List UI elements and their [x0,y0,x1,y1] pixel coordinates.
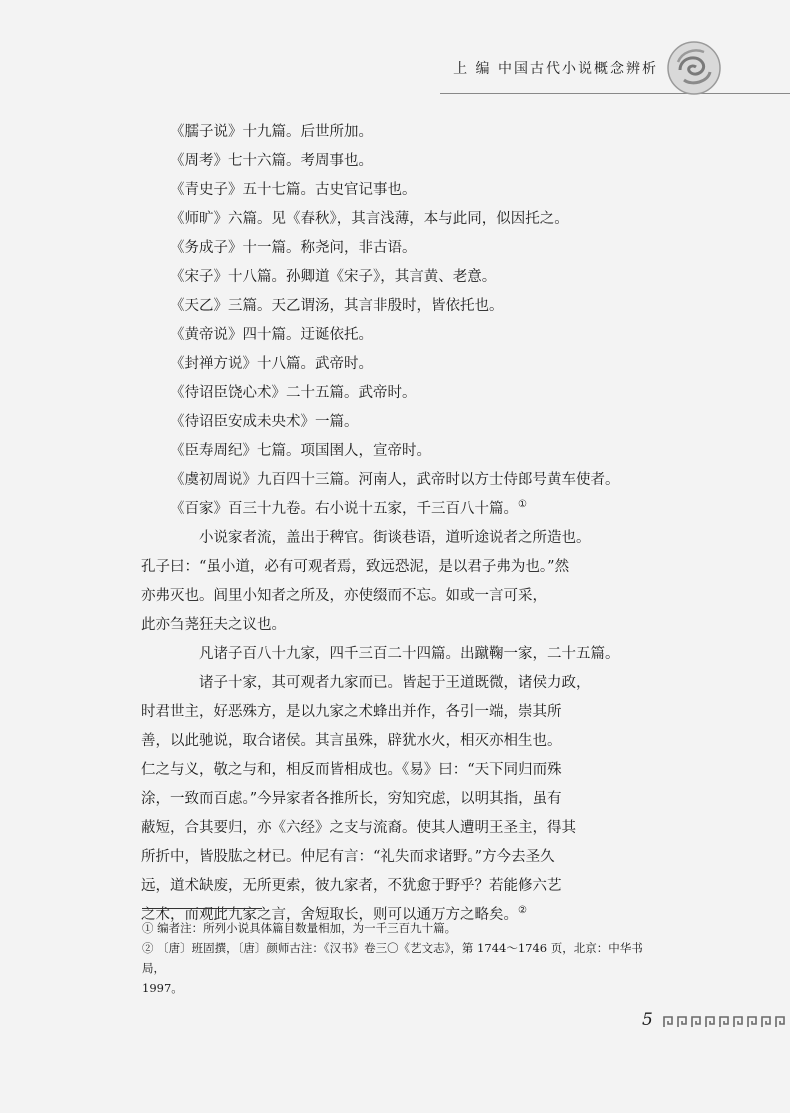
text-line [170,524,660,553]
text-line-content: 仁之与义，敬之与和，相反而皆相成也。《易》曰：“天下同归而殊 [141,762,562,778]
footnote-rule [142,908,262,909]
text-line-content: 蔽短，合其要归，亦《六经》之支与流裔。使其人遭明王圣主，得其 [141,820,576,836]
text-line-content: 《宋子》十八篇。孙卿道《宋子》，其言黄、老意。 [170,269,497,285]
text-line [170,263,660,292]
text-line [170,437,660,466]
text-line [170,350,660,379]
text-line-content: 所折中，皆股肱之材已。仲尼有言：“礼失而求诸野。”方今去圣久 [141,849,555,865]
text-line-content: 此亦刍荛狂夫之议也。 [141,617,286,633]
text-line [141,611,660,640]
text-line-content: 时君世主，好恶殊方，是以九家之术蜂出并作，各引一端，崇其所 [141,704,562,720]
text-line-content: 亦弗灭也。闾里小知者之所及，亦使缀而不忘。如或一言可采， [141,588,547,604]
text-line [170,495,660,524]
text-line-content: 涂，一致而百虑。”今异家者各推所长，穷知究虑，以明其指，虽有 [141,791,562,807]
footnote-marker: ① [518,499,527,511]
text-line [141,872,660,901]
text-line [170,176,660,205]
text-line-content: 《师旷》六篇。见《春秋》，其言浅薄，本与此同，似因托之。 [170,211,569,227]
text-line [170,640,660,669]
text-line [170,669,660,698]
text-line [170,205,660,234]
text-line-content: 凡诸子百八十九家，四千三百二十四篇。出蹴鞠一家，二十五篇。 [199,646,620,662]
running-header-title: 上 编 中国古代小说概念辨析 [453,61,658,77]
text-line-content: 小说家者流，盖出于稗官。街谈巷语，道听途说者之所造也。 [199,530,591,546]
text-line [170,379,660,408]
text-line-content: 远，道术缺废，无所更索，彼九家者，不犹愈于野乎？若能修六艺 [141,878,562,894]
page-number: 5 [642,1010,653,1030]
text-line [170,408,660,437]
cloud-scroll-emblem-icon [666,40,722,96]
text-line [141,582,660,611]
text-line-content: 《臣寿周纪》七篇。项国圉人，宣帝时。 [170,443,431,459]
text-line-content: 《百家》百三十九卷。右小说十五家，千三百八十篇。 [170,501,518,517]
text-line-content: 诸子十家，其可观者九家而已。皆起于王道既微，诸侯力政， [199,675,591,691]
header-rule [440,93,790,94]
text-line-content: 《周考》七十六篇。考周事也。 [170,153,373,169]
footnote-marker: ② [518,905,527,917]
main-text [141,118,660,930]
text-line-content: 《待诏臣饶心术》二十五篇。武帝时。 [170,385,417,401]
text-line-content: 《封禅方说》十八篇。武帝时。 [170,356,373,372]
running-header [0,0,790,100]
text-line [170,234,660,263]
text-line [141,814,660,843]
text-line-content: 《青史子》五十七篇。古史官记事也。 [170,182,417,198]
text-line-content: 《务成子》十一篇。称尧问，非古语。 [170,240,417,256]
text-line-content: 之术，而观此九家之言，舍短取长，则可以通万方之略矣。 [141,907,518,923]
text-line [141,843,660,872]
text-line-content: 《天乙》三篇。天乙谓汤，其言非殷时，皆依托也。 [170,298,504,314]
text-line [141,553,660,582]
text-line [170,118,660,147]
text-line [170,292,660,321]
text-line [170,466,660,495]
text-line [170,321,660,350]
text-line-content: 孔子曰：“虽小道，必有可观者焉，致远恐泥，是以君子弗为也。”然 [141,559,570,575]
footnotes [142,918,662,998]
footnote-1: ① 编者注：所列小说具体篇目数量相加，为一千三百九十篇。 [142,921,457,935]
text-line-content: 《待诏臣安成未央术》一篇。 [170,414,359,430]
text-line-content: 《虞初周说》九百四十三篇。河南人，武帝时以方士侍郎号黄车使者。 [170,472,620,488]
text-line-content: 《臑子说》十九篇。后世所加。 [170,124,373,140]
text-line [141,698,660,727]
text-line [141,785,660,814]
text-line-content: 善，以此驰说，取合诸侯。其言虽殊，辟犹水火，相灭亦相生也。 [141,733,562,749]
text-line [141,756,660,785]
meander-border-icon [662,1015,790,1029]
footnote-2-continued: 1997。 [142,981,183,995]
text-line [170,147,660,176]
footnote-2: ② 〔唐〕班固撰，〔唐〕颜师古注：《汉书》卷三〇《艺文志》，第 1744～1746 页，北京：中华书局， [142,941,643,975]
text-line-content: 《黄帝说》四十篇。迂诞依托。 [170,327,373,343]
text-line [141,727,660,756]
